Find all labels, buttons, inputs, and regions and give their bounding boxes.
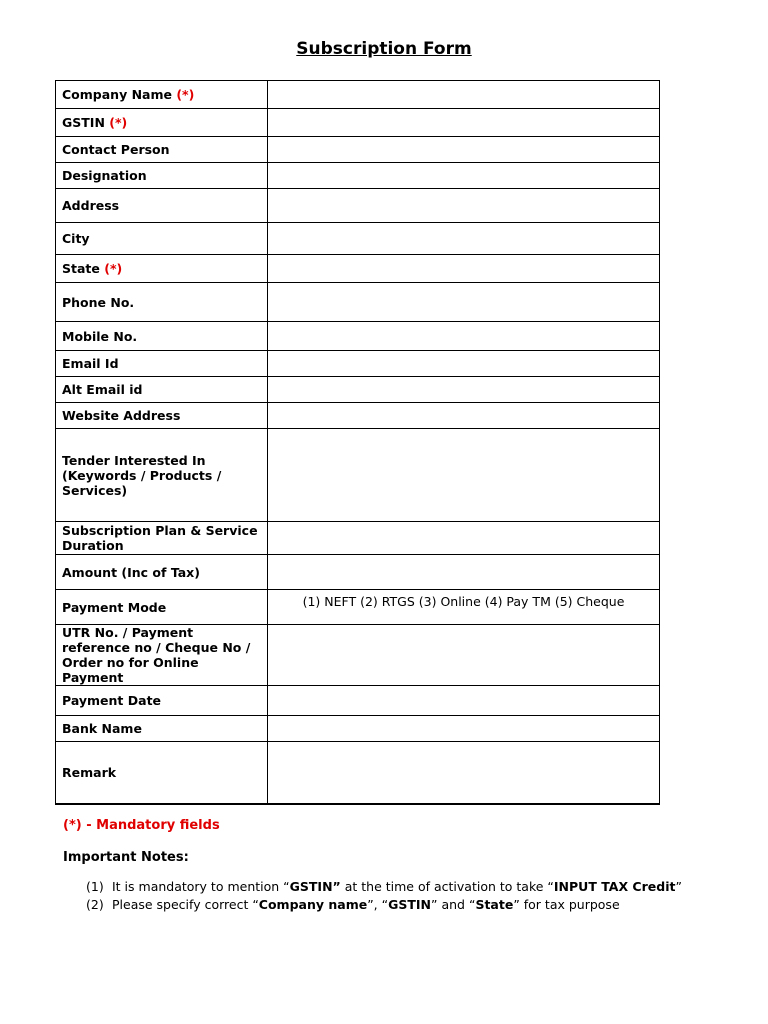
field-label: Alt Email id bbox=[56, 377, 268, 403]
utr-field[interactable] bbox=[268, 625, 660, 686]
designation-field[interactable] bbox=[268, 163, 660, 189]
mobile-field[interactable] bbox=[268, 322, 660, 351]
payment-mode-options: (1) NEFT (2) RTGS (3) Online (4) Pay TM (5) Cheque bbox=[302, 593, 625, 609]
phone-field[interactable] bbox=[268, 283, 660, 322]
field-row-website bbox=[56, 403, 660, 429]
field-label: Amount (Inc of Tax) bbox=[56, 555, 268, 590]
field-label: Contact Person bbox=[56, 137, 268, 163]
contact-person-field[interactable] bbox=[268, 137, 660, 163]
city-field[interactable] bbox=[268, 223, 660, 255]
notes-heading: Important Notes: bbox=[63, 850, 189, 865]
field-label: Website Address bbox=[56, 403, 268, 429]
tender-interest-field[interactable] bbox=[268, 429, 660, 522]
field-label: Address bbox=[56, 189, 268, 223]
field-row-amount bbox=[56, 555, 660, 590]
remark-field[interactable] bbox=[268, 742, 660, 804]
field-label: Remark bbox=[56, 742, 268, 804]
field-row-mobile bbox=[56, 322, 660, 351]
note-number: (1) bbox=[86, 879, 104, 894]
field-row-alt-email bbox=[56, 377, 660, 403]
field-label: GSTIN (*) bbox=[56, 109, 268, 137]
note-number: (2) bbox=[86, 897, 104, 912]
field-row-payment-mode bbox=[56, 590, 660, 625]
field-label: City bbox=[56, 223, 268, 255]
payment-mode-field[interactable] bbox=[268, 590, 660, 625]
subscription-plan-field[interactable] bbox=[268, 522, 660, 555]
field-label: Payment Date bbox=[56, 686, 268, 716]
field-row-bank-name bbox=[56, 716, 660, 742]
field-row-address bbox=[56, 189, 660, 223]
field-label: UTR No. / Payment reference no / Cheque No / Order no for Online Payment bbox=[56, 625, 268, 686]
required-marker: (*) bbox=[104, 261, 123, 276]
field-label: State (*) bbox=[56, 255, 268, 283]
mandatory-fields-note: (*) - Mandatory fields bbox=[63, 818, 220, 833]
field-label: Company Name (*) bbox=[56, 81, 268, 109]
alt-email-field[interactable] bbox=[268, 377, 660, 403]
field-label: Phone No. bbox=[56, 283, 268, 322]
form-title: Subscription Form bbox=[296, 39, 472, 59]
field-row-remark bbox=[56, 742, 660, 804]
field-row-state bbox=[56, 255, 660, 283]
field-row-utr bbox=[56, 625, 660, 686]
field-label: Tender Interested In (Keywords / Products / Services) bbox=[56, 429, 268, 522]
field-row-phone bbox=[56, 283, 660, 322]
field-label: Designation bbox=[56, 163, 268, 189]
field-row-city bbox=[56, 223, 660, 255]
website-field[interactable] bbox=[268, 403, 660, 429]
field-row-designation bbox=[56, 163, 660, 189]
field-row-company-name bbox=[56, 81, 660, 109]
field-row-contact-person bbox=[56, 137, 660, 163]
gstin-field[interactable] bbox=[268, 109, 660, 137]
field-label: Email Id bbox=[56, 351, 268, 377]
field-label: Subscription Plan & Service Duration bbox=[56, 522, 268, 555]
note-item-2: (2) Please specify correct “Company name”, “GSTIN” and “State” for tax purpose bbox=[86, 897, 620, 912]
amount-field[interactable] bbox=[268, 555, 660, 590]
field-row-gstin bbox=[56, 109, 660, 137]
field-label: Mobile No. bbox=[56, 322, 268, 351]
required-marker: (*) bbox=[109, 115, 128, 130]
subscription-form-table bbox=[55, 80, 660, 805]
payment-date-field[interactable] bbox=[268, 686, 660, 716]
field-label: Bank Name bbox=[56, 716, 268, 742]
field-row-subscription-plan bbox=[56, 522, 660, 555]
field-row-payment-date bbox=[56, 686, 660, 716]
field-row-tender-interest bbox=[56, 429, 660, 522]
address-field[interactable] bbox=[268, 189, 660, 223]
note-item-1: (1) It is mandatory to mention “GSTIN” at the time of activation to take “INPUT TAX Credit” bbox=[86, 879, 682, 894]
bank-name-field[interactable] bbox=[268, 716, 660, 742]
company-name-field[interactable] bbox=[268, 81, 660, 109]
field-row-email bbox=[56, 351, 660, 377]
email-field[interactable] bbox=[268, 351, 660, 377]
state-field[interactable] bbox=[268, 255, 660, 283]
required-marker: (*) bbox=[176, 87, 195, 102]
field-label: Payment Mode bbox=[56, 590, 268, 625]
